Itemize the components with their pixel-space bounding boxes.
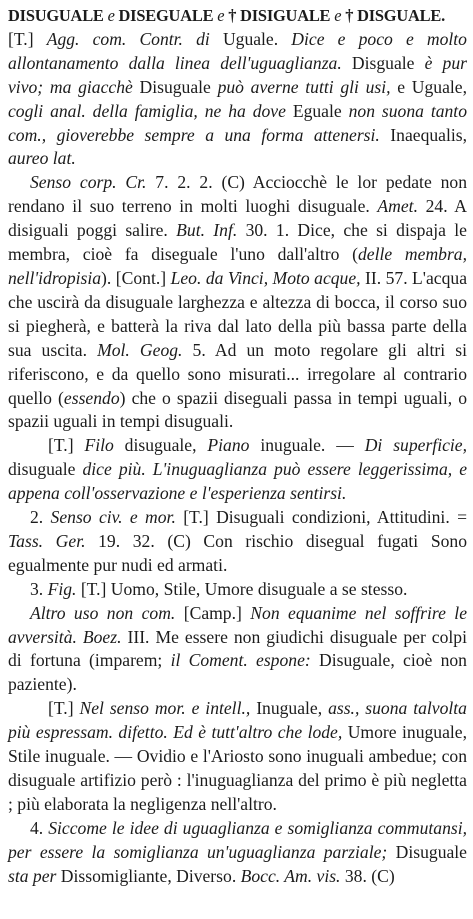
italic-text-run: Siccome le idee di uguaglianza e somiglianza commutansi, per essere la somiglianza un'uguaglianza parziale; [8,817,468,862]
italic-text-run: Tass. Ger. [8,530,99,551]
italic-text-run: essendo [63,387,120,408]
text-run: inuguale. — [260,435,365,456]
sense-physical-paragraph [8,171,467,434]
headword-conj-2: e [217,6,225,25]
italic-text-run: Altro uso non com. [30,602,184,623]
italic-text-run: non suona tanto com., gioverebbe sempre a una forma attenersi. [8,100,467,145]
text-run: disuguale, [124,435,208,456]
text-run: Umore inuguale, Stile inuguale. — Ovidio e l'Ariosto sono inuguali ambedue; con disuguale artifizio però : l'inuguaglianza del primo è più negletta ; più elaborata la negligenza nell'altro. [8,722,468,814]
text-run: e Uguale, [397,76,467,97]
italic-text-run: Bocc. Am. vis. [240,865,345,886]
text-run: Disguale [351,52,425,73]
italic-text-run: Senso corp. Cr. [30,172,156,193]
headword-1: DISUGUALE [8,6,104,25]
sense-civil-paragraph [8,506,467,578]
text-run: 2. [30,507,51,528]
italic-text-run: ass., suona talvolta più espressam. difetto. Ed è tutt'altro che lode, [8,698,467,743]
text-run: [T.] Disuguali condizioni, Attitudini. = [183,507,467,528]
text-run: II. 57. L'acqua che uscirà da disuguale larghezza e altezza di bocca, il corso suo si piegherà, e batterà la riva dal lato della più bassa parte della sua uscita. [8,267,467,360]
italic-text-run: Piano [207,435,261,456]
italic-text-run: cogli anal. della famiglia, ne ha dove [8,100,293,121]
text-run: [T.] [8,28,47,49]
italic-text-run: Non equanime nel soffrire le avversità. Boez. [8,602,468,647]
text-run: III. Me essere non giudichi disuguale per colpi di fortuna (imparem; [8,626,467,671]
text-run: Disuguale [139,76,218,97]
moral-sense-paragraph [8,697,467,817]
italic-text-run: But. Inf. [176,220,246,241]
italic-text-run: il Coment. espone: [170,650,320,671]
italic-text-run: Leo. da Vinci, Moto acque, [170,267,366,288]
text-run: 19. 32. (C) Con rischio disegual fugati Sono egualmente pur nudi ed armati. [8,530,467,575]
text-run: 4. [30,817,49,838]
italic-text-run: Nel senso mor. e intell., [79,698,257,719]
italic-text-run: dice più. L'inuguaglianza può essere leggerissima, e appena coll'osservazione e l'esperienza sentirsi. [8,459,468,504]
italic-text-run: Di superficie, [364,435,467,456]
text-run: Dissomigliante, Diverso. [60,865,241,886]
headword-2: DISEGUALE [118,6,214,25]
italic-text-run: è pur vivo; ma giacchè [8,52,467,97]
italic-text-run: Dice e poco e molto allontanamento dalla linea dell'uguaglianza. [8,28,467,73]
text-run: Disuguale [395,841,467,862]
text-run: 7. 2. 2. (C) Acciocchè le lor pedate non rendano il suo terreno in molti luoghi disuguale. [8,172,467,217]
rare-usage-paragraph [8,602,467,698]
text-run: disuguale [8,459,83,480]
italic-text-run: Amet. [377,196,426,217]
definition-paragraph [8,28,467,171]
text-run: ) che o spazii diseguali passa in tempi uguali, o spazii uguali in tempi disuguali. [8,387,468,432]
text-run: [T.] [48,435,85,456]
sense-dissimilar-paragraph [8,817,467,889]
italic-text-run: delle membra, nell'idropisia [8,244,467,288]
text-run: 5. Ad un moto regolare gli altri si riferiscono, e da quello sono misurati... irregolare al contrario quello ( [8,339,468,408]
text-run: [Camp.] [183,602,251,623]
text-run: 38. (C) [344,865,395,886]
italic-text-run: Mol. Geog. [97,339,193,360]
text-run: Eguale [292,100,349,121]
italic-text-run: sta per [8,865,61,886]
italic-text-run: Senso civ. e mor. [50,507,184,528]
headword-conj-1: e [107,6,115,25]
italic-text-run: Filo [84,435,125,456]
usage-note-paragraph [8,434,467,506]
text-run: 24. A disiguali poggi salire. [8,196,467,241]
italic-text-run: Fig. [47,578,81,599]
headword-3: † DISIGUALE [228,6,331,25]
headword-conj-3: e [334,6,342,25]
sense-figurative-paragraph [8,578,467,602]
text-run: ). [Cont.] [101,267,171,288]
text-run: Inaequalis, [390,124,467,145]
text-run: Disuguale, cioè non paziente). [8,650,467,695]
text-run: Inuguale, [256,698,329,719]
text-run: 30. 1. Dice, che si dispaja le membra, cioè fa diseguale l'uno dall'altro ( [8,220,467,265]
headword-4: † DISGUALE. [345,6,445,25]
text-run: [T.] Uomo, Stile, Umore disuguale a se stesso. [80,578,408,599]
entry-headword [8,4,467,28]
italic-text-run: Agg. com. Contr. di [46,28,223,49]
text-run: 3. [30,578,48,599]
italic-text-run: può averne tutti gli usi, [217,76,398,97]
text-run: [T.] [48,698,80,719]
italic-text-run: aureo lat. [8,148,76,169]
text-run: Uguale. [222,28,292,49]
